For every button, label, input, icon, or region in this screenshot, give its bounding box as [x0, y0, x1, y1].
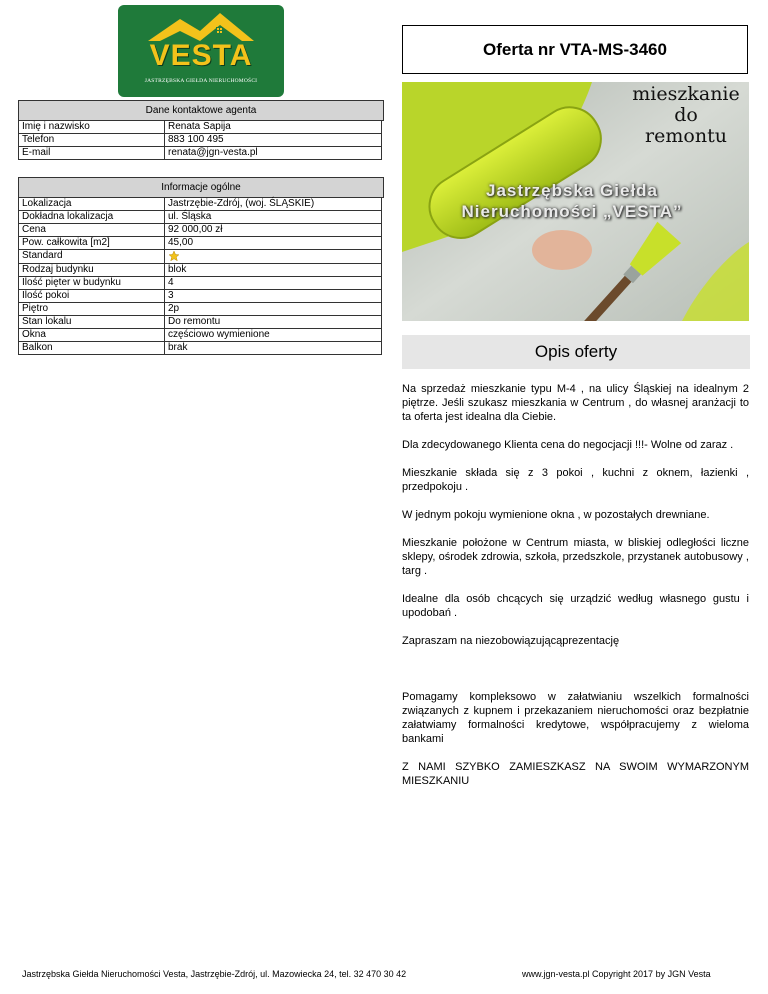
- description-paragraph: Dla zdecydowanego Klienta cena do negocjacji !!!- Wolne od zaraz .: [402, 439, 734, 451]
- info-value: ul. Śląska: [165, 211, 382, 224]
- vesta-logo: [118, 5, 284, 97]
- photo-caption-line: remontu: [645, 125, 727, 147]
- info-label: Piętro: [19, 302, 165, 315]
- table-row: [19, 328, 382, 341]
- logo-tagline: JASTRZĘBSKA GIEŁDA NIERUCHOMOŚCI: [144, 78, 258, 84]
- logo-brand: VESTA: [149, 39, 253, 72]
- info-value: 92 000,00 zł: [165, 224, 382, 237]
- description-paragraph: Zapraszam na niezobowiązującąprezentację: [402, 635, 620, 647]
- info-label: Ilość pięter w budynku: [19, 276, 165, 289]
- info-label: Stan lokalu: [19, 315, 165, 328]
- contact-value-name: Renata Sapija: [165, 121, 382, 134]
- table-row: [19, 121, 382, 134]
- description-title: Opis oferty: [402, 335, 750, 369]
- contact-label-phone: Telefon: [19, 134, 165, 147]
- property-photo: [402, 82, 749, 321]
- info-value: Do remontu: [165, 315, 382, 328]
- description-body: [402, 382, 749, 802]
- star-icon: [168, 250, 180, 262]
- photo-watermark: [442, 180, 702, 222]
- description-paragraph: Na sprzedaż mieszkanie typu M-4 , na ulicy Śląskiej na idealnym 2 piętrze. Jeśli szukasz mieszkania w Centrum , do własnej aranżacji to ta oferta jest idealna dla Ciebie.: [402, 383, 749, 423]
- info-label: Lokalizacja: [19, 198, 165, 211]
- info-section-header: Informacje ogólne: [18, 177, 384, 198]
- table-row: [19, 134, 382, 147]
- photo-caption-line: do: [674, 104, 698, 126]
- offer-number-title: Oferta nr VTA-MS-3460: [402, 25, 748, 74]
- table-row: [19, 237, 382, 250]
- info-table: [18, 197, 382, 355]
- info-label: Pow. całkowita [m2]: [19, 237, 165, 250]
- table-row: [19, 250, 382, 264]
- info-value: 3: [165, 289, 382, 302]
- description-paragraph: Mieszkanie składa się z 3 pokoi , kuchni z oknem, łazienki , przedpokoju .: [402, 467, 749, 493]
- info-label: Ilość pokoi: [19, 289, 165, 302]
- footer-address: Jastrzębska Giełda Nieruchomości Vesta, Jastrzębie-Zdrój, ul. Mazowiecka 24, tel. 32 470 30 42: [22, 969, 407, 979]
- footer-copyright[interactable]: www.jgn-vesta.pl Copyright 2017 by JGN Vesta: [522, 969, 711, 979]
- table-row: [19, 289, 382, 302]
- description-paragraph: Z NAMI SZYBKO ZAMIESZKASZ NA SWOIM WYMARZONYM MIESZKANIU: [402, 761, 749, 787]
- description-paragraph: Idealne dla osób chcących się urządzić według własnego gustu i upodobań .: [402, 593, 749, 619]
- watermark-line: Jastrzębska Giełda: [485, 181, 659, 200]
- contact-table: [18, 120, 382, 160]
- contact-label-email: E-mail: [19, 147, 165, 160]
- info-value: brak: [165, 341, 382, 354]
- info-value: Jastrzębie-Zdrój, (woj. ŚLĄSKIE): [165, 198, 382, 211]
- info-label: Okna: [19, 328, 165, 341]
- contact-value-email[interactable]: renata@jgn-vesta.pl: [165, 147, 382, 160]
- table-row: [19, 263, 382, 276]
- contact-label-name: Imię i nazwisko: [19, 121, 165, 134]
- description-paragraph: W jednym pokoju wymienione okna , w pozostałych drewniane.: [402, 509, 710, 521]
- description-paragraph: Mieszkanie położone w Centrum miasta, w bliskiej odległości liczne sklepy, ośrodek zdrowia, szkoła, przedszkole, przystanek autobusowy , targ .: [402, 537, 749, 577]
- info-label: Rodzaj budynku: [19, 263, 165, 276]
- photo-caption-line: mieszkanie: [632, 83, 740, 105]
- info-label: Balkon: [19, 341, 165, 354]
- table-row: [19, 341, 382, 354]
- contact-value-phone: 883 100 495: [165, 134, 382, 147]
- table-row: [19, 147, 382, 160]
- standard-rating: [165, 250, 382, 264]
- info-value: 4: [165, 276, 382, 289]
- info-value: 45,00: [165, 237, 382, 250]
- watermark-line: Nieruchomości „VESTA”: [461, 202, 683, 221]
- info-label: Dokładna lokalizacja: [19, 211, 165, 224]
- info-value: częściowo wymienione: [165, 328, 382, 341]
- table-row: [19, 302, 382, 315]
- contact-section-header: Dane kontaktowe agenta: [18, 100, 384, 121]
- description-paragraph: Pomagamy kompleksowo w załatwianiu wszelkich formalności związanych z kupnem i przekazaniem nieruchomości oraz bezpłatnie załatwiamy formalności kredytowe, współpracujemy z wieloma bankami: [402, 691, 749, 745]
- photo-caption: [631, 84, 741, 147]
- table-row: [19, 198, 382, 211]
- info-label: Cena: [19, 224, 165, 237]
- table-row: [19, 211, 382, 224]
- info-value: blok: [165, 263, 382, 276]
- info-label: Standard: [19, 250, 165, 264]
- table-row: [19, 224, 382, 237]
- table-row: [19, 276, 382, 289]
- info-value: 2p: [165, 302, 382, 315]
- table-row: [19, 315, 382, 328]
- description-spacer: [402, 662, 749, 676]
